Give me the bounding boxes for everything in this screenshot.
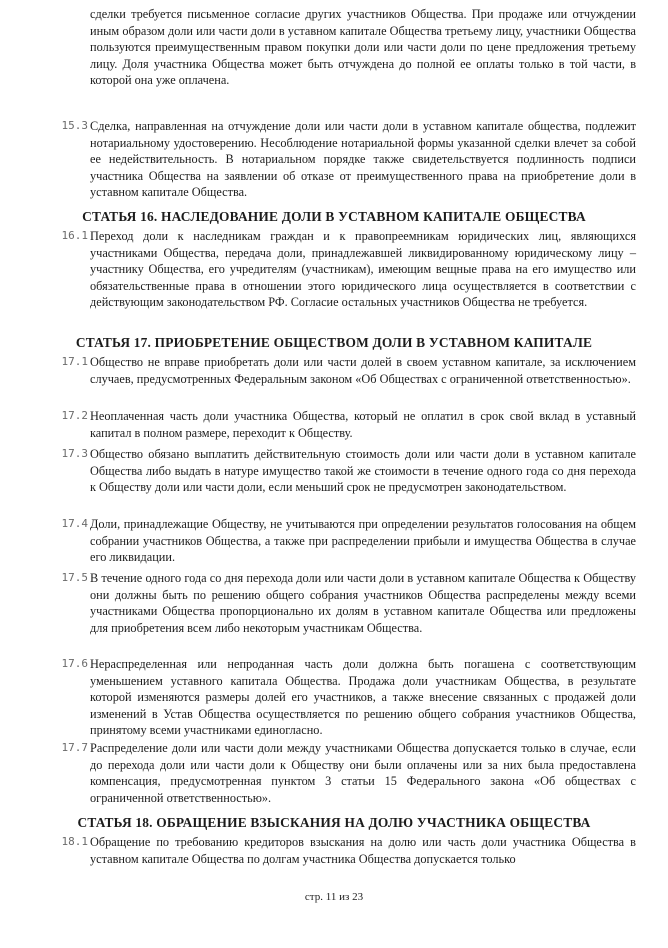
clause-text: Обращение по требованию кредиторов взыскания на долю или часть доли участника Общества в уставном капитале Общества по долгам участника Общества допускается только [90, 835, 636, 866]
clause-text: Общество обязано выплатить действительную стоимость доли или части доли в уставном капитале Общества либо выдать в натуре имущество такой же стоимости в течение одного года со дня перехода к Обществу доли или части доли, если меньший срок не предусмотрен законодательством. [90, 447, 636, 495]
clause-number: 17.5 [61, 571, 88, 584]
clause-number: 17.4 [61, 517, 88, 530]
clause-number: 17.3 [61, 447, 88, 460]
article-18-heading: СТАТЬЯ 18. ОБРАЩЕНИЕ ВЗЫСКАНИЯ НА ДОЛЮ УЧАСТНИКА ОБЩЕСТВА [77, 815, 591, 830]
clause-text: Переход доли к наследникам граждан и к правопреемникам юридических лиц, являющихся участниками Общества, передача доли, принадлежавшей ликвидированному юридическому лицу – участнику Общества, его учредителям (участникам), имеющим вещные права на его имущество или обязательственные права в отношении этого юридического лица осуществляется в соответствии с действующим законодательством РФ. Согласие остальных участников Общества не требуется. [90, 229, 636, 310]
clause-text: Нераспределенная или непроданная часть доли должна быть погашена с соответствующим уменьшением уставного капитала Общества. Продажа доли участникам Общества, в результате которой изменяются размеры долей его участников, а также внесение связанных с продажей доли изменений в Устав Общества осуществляется по решению общего собрания участников Общества, принятому всеми участниками единогласно. [90, 657, 636, 738]
clause-number: 15.3 [61, 119, 88, 132]
article-17-heading: СТАТЬЯ 17. ПРИОБРЕТЕНИЕ ОБЩЕСТВОМ ДОЛИ В УСТАВНОМ КАПИТАЛЕ [75, 335, 593, 350]
clause-number: 18.1 [61, 835, 88, 848]
page-number-footer: стр. 11 из 23 [304, 891, 364, 903]
clause-number: 17.7 [61, 741, 88, 754]
clause-number: 17.6 [61, 657, 88, 670]
clause-text: Сделка, направленная на отчуждение доли или части доли в уставном капитале общества, подлежит нотариальному удостоверению. Несоблюдение нотариальной формы указанной сделки влечет за собой ее недействительность. В нотариальном порядке также свидетельствуется подлинность подписи участника Общества на заявлении об отказе от преимущественного права на приобретение доли в уставном капитале Общества. [90, 119, 636, 200]
clause-text: В течение одного года со дня перехода доли или части доли в уставном капитале Общества к Обществу они должны быть по решению общего собрания участников Общества распределены между всеми участниками Общества пропорционально их долям в уставном капитале Общества или предложены для приобретения всем либо некоторым участникам Общества. [90, 571, 636, 635]
clause-number: 16.1 [61, 229, 88, 242]
clause-text: Доли, принадлежащие Обществу, не учитываются при определении результатов голосования на общем собрании участников Общества, а также при распределении прибыли и имущества Общества в случае его ликвидации. [90, 517, 636, 565]
clause-text: Неоплаченная часть доли участника Общества, который не оплатил в срок свой вклад в уставный капитал в полном размере, переходит к Обществу. [90, 409, 636, 440]
article-16-heading: СТАТЬЯ 16. НАСЛЕДОВАНИЕ ДОЛИ В УСТАВНОМ КАПИТАЛЕ ОБЩЕСТВА [82, 209, 586, 224]
intro-paragraph: сделки требуется письменное согласие других участников Общества. При продаже или отчуждении иным образом доли или части доли в уставном капитале Общества третьему лицу, участники Общества пользуются преимущественным правом покупки доли или части доли по цене предложения третьему лицу. Доля участника Общества может быть отчуждена до полной ее оплаты только в той части, в которой она уже оплачена. [90, 7, 636, 88]
clause-text: Общество не вправе приобретать доли или части долей в своем уставном капитале, за исключением случаев, предусмотренных Федеральным законом «Об Обществах с ограниченной ответственностью». [90, 355, 636, 386]
clause-number: 17.2 [61, 409, 88, 422]
clause-text: Распределение доли или части доли между участниками Общества допускается только в случае, если до перехода доли или части доли к Обществу они были оплачены или за них была предоставлена компенсация, предусмотренная пунктом 3 статьи 15 Федерального закона «Об обществах с ограниченной ответственностью». [90, 741, 636, 805]
clause-number: 17.1 [61, 355, 88, 368]
